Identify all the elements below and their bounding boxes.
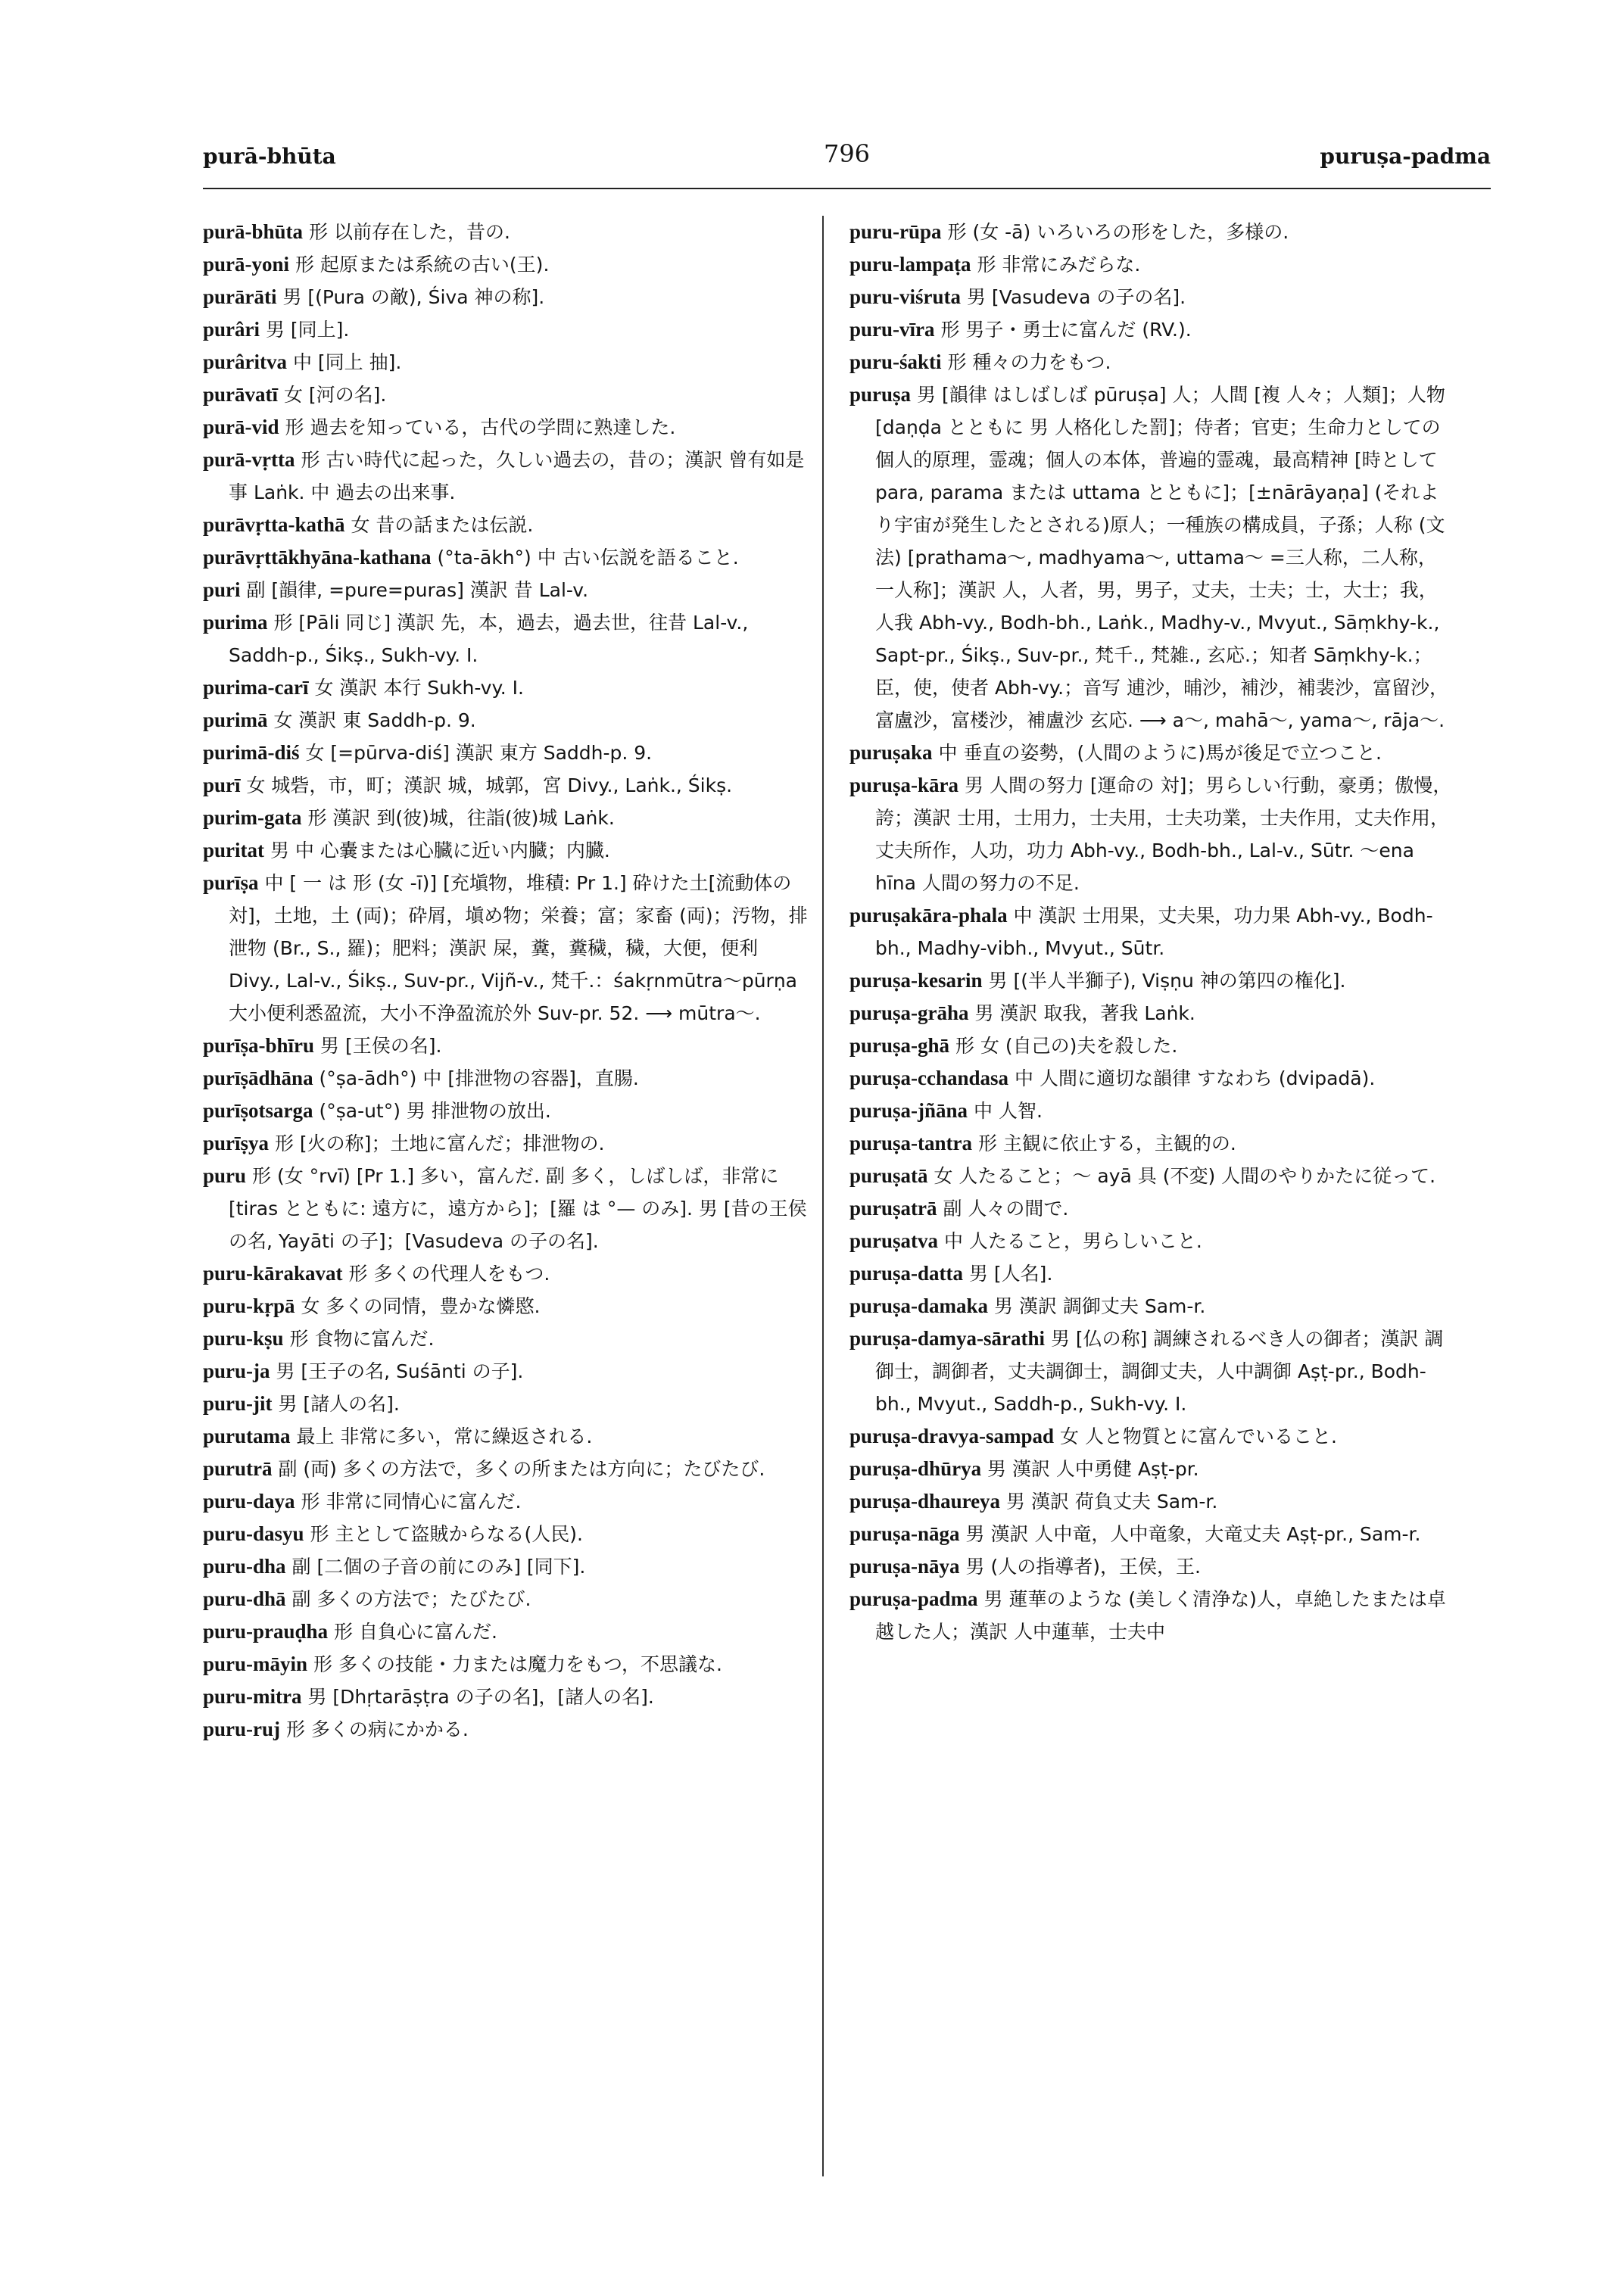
entry-definition: 中 垂直の姿勢，(人間のように)馬が後足で立つこと. xyxy=(938,742,1382,764)
entry-definition: 形 古い時代に起った，久しい過去の，昔の；漢訳 曾有如是事 Laṅk. 中 過去の出来事. xyxy=(229,449,805,503)
entry-definition: 副 [二個の子音の前にのみ] [同下]. xyxy=(291,1556,586,1578)
entry-headword: purīṣa-bhīru xyxy=(203,1034,315,1057)
entry-definition: 女 城砦，市，町；漢訳 城，城郭，宮 Divy., Laṅk., Śikṣ. xyxy=(246,774,733,796)
entry-headword: purīṣa xyxy=(203,871,259,894)
entry-definition: 男 [人名]. xyxy=(968,1263,1053,1285)
dictionary-entry xyxy=(203,411,809,444)
dictionary-entry xyxy=(849,1257,1455,1290)
dictionary-entry xyxy=(203,444,809,509)
entry-headword: puruṣa-kesarin xyxy=(849,969,983,992)
entry-headword: puru-kṛpā xyxy=(203,1294,295,1317)
dictionary-entry xyxy=(203,313,809,346)
entry-headword: purim-gata xyxy=(203,806,302,829)
entry-headword: puruṣakāra-phala xyxy=(849,904,1008,927)
dictionary-entry xyxy=(849,769,1455,899)
dictionary-entry xyxy=(203,606,809,671)
dictionary-entry xyxy=(203,541,809,574)
entry-definition: 形 多くの病にかかる. xyxy=(285,1718,469,1740)
entry-headword: puruṣa-dravya-sampad xyxy=(849,1425,1055,1447)
entry-definition: 女 [=pūrva-diś] 漢訳 東方 Saddh-p. 9. xyxy=(305,742,653,764)
entry-headword: puruṣa-dhaureya xyxy=(849,1490,1001,1513)
dictionary-entry xyxy=(849,1453,1455,1485)
entry-headword: puruṣa-cchandasa xyxy=(849,1067,1009,1089)
entry-definition: 女 漢訳 本行 Sukh-vy. I. xyxy=(314,677,524,699)
dictionary-entry xyxy=(849,1192,1455,1225)
entry-definition: 形 自負心に富んだ. xyxy=(334,1621,497,1643)
entry-definition: 形 漢訳 到(彼)城，往詣(彼)城 Laṅk. xyxy=(307,807,615,829)
entry-headword: puru-dha xyxy=(203,1555,286,1578)
dictionary-entry xyxy=(203,1648,809,1681)
entry-definition: 形 女 (自己の)夫を殺した. xyxy=(955,1035,1178,1057)
dictionary-entry xyxy=(849,1095,1455,1127)
dictionary-entry xyxy=(849,737,1455,769)
dictionary-entry xyxy=(849,1518,1455,1550)
dictionary-entry xyxy=(203,704,809,737)
entry-headword: puru-kṣu xyxy=(203,1327,284,1350)
dictionary-entry xyxy=(849,1062,1455,1095)
entry-definition: 男 [王子の名, Suśānti の子]. xyxy=(276,1360,524,1382)
entry-headword: puru-vīra xyxy=(849,318,935,341)
header-rule xyxy=(203,188,1491,189)
dictionary-entry xyxy=(203,802,809,834)
dictionary-entry xyxy=(849,1030,1455,1062)
entry-headword: puruṣa-grāha xyxy=(849,1002,969,1024)
entry-definition: 女 昔の話または伝説. xyxy=(351,514,534,536)
entry-headword: purimā xyxy=(203,709,268,731)
dictionary-entry xyxy=(849,997,1455,1030)
entry-headword: purāvatī xyxy=(203,383,279,406)
dictionary-entry xyxy=(203,1062,809,1095)
entry-definition: 最上 非常に多い，常に繰返される. xyxy=(296,1425,593,1447)
entry-headword: puru-prauḍha xyxy=(203,1620,329,1643)
entry-definition: 男 [仏の称] 調練されるべき人の御者；漢訳 調御士，調御者，丈夫調御士，調御丈夫，人中調御 Aṣṭ-pr., Bodh-bh., Mvyut., Saddh-p., Sukh-vy. I. xyxy=(875,1328,1444,1415)
entry-definition: 男 漢訳 荷負丈夫 Sam-r. xyxy=(1006,1491,1218,1513)
dictionary-entry xyxy=(203,1127,809,1160)
entry-headword: puruṣa-ghā xyxy=(849,1034,950,1057)
entry-headword: puruṣa-jñāna xyxy=(849,1099,968,1122)
entry-headword: puruṣa-tantra xyxy=(849,1132,973,1154)
dictionary-entry xyxy=(203,1388,809,1420)
entry-headword: puru-mitra xyxy=(203,1685,302,1708)
entry-headword: puruṣa-dhūrya xyxy=(849,1457,982,1480)
entry-definition: 男 (人の指導者)，王侯，王. xyxy=(965,1556,1201,1578)
dictionary-entry xyxy=(203,769,809,802)
dictionary-entry xyxy=(203,1583,809,1615)
entry-headword: puru xyxy=(203,1164,247,1187)
page-header xyxy=(203,139,1491,179)
entry-headword: puruṣa-datta xyxy=(849,1262,964,1285)
dictionary-entry xyxy=(203,379,809,411)
dictionary-entry xyxy=(203,1323,809,1355)
header-last-headword: puruṣa-padma xyxy=(1320,144,1491,169)
dictionary-entry xyxy=(203,509,809,541)
dictionary-entry xyxy=(849,248,1455,281)
entry-definition: 副 人々の間で. xyxy=(943,1198,1069,1220)
entry-definition: 女 多くの同情，豊かな憐愍. xyxy=(301,1295,541,1317)
entry-headword: puru-śakti xyxy=(849,350,942,373)
entry-headword: purâritva xyxy=(203,350,287,373)
entry-definition: 形 (女 -ā) いろいろの形をした，多様の. xyxy=(947,221,1289,243)
entry-definition: 男 蓮華のような (美しく清浄な)人，卓絶したまたは卓越した人；漢訳 人中蓮華，士夫中 xyxy=(875,1588,1446,1643)
dictionary-entry xyxy=(203,248,809,281)
dictionary-entry xyxy=(203,1257,809,1290)
entry-headword: purâri xyxy=(203,318,260,341)
entry-definition: 男 [Vasudeva の子の名]. xyxy=(966,286,1186,308)
header-first-headword: purā-bhūta xyxy=(203,144,336,169)
entry-definition: 男 [諸人の名]. xyxy=(278,1393,400,1415)
entry-definition: 形 非常に同情心に富んだ. xyxy=(301,1491,522,1513)
entry-definition: 男 [(Pura の敵), Śiva 神の称]. xyxy=(282,286,545,308)
entry-definition: 男 [王侯の名]. xyxy=(320,1035,442,1057)
dictionary-entry xyxy=(849,1160,1455,1192)
dictionary-entry xyxy=(849,1550,1455,1583)
entry-definition: 副 (両) 多くの方法で，多くの所または方向に；たびたび. xyxy=(278,1458,765,1480)
dictionary-entry xyxy=(849,216,1455,248)
entry-definition: 中 漢訳 士用果，丈夫果，功力果 Abh-vy., Bodh-bh., Madhy-vibh., Mvyut., Sūtr. xyxy=(875,905,1433,959)
entry-headword: puru-ruj xyxy=(203,1718,281,1740)
entry-definition: 中 人間に適切な韻律 すなわち (dvipadā). xyxy=(1015,1067,1376,1089)
entry-definition: 形 食物に富んだ. xyxy=(289,1328,435,1350)
entry-definition: 女 人と物質とに富んでいること. xyxy=(1060,1425,1337,1447)
dictionary-entry xyxy=(203,834,809,867)
entry-headword: puruṣa-nāya xyxy=(849,1555,960,1578)
entry-headword: puru-daya xyxy=(203,1490,295,1513)
entry-headword: purā-yoni xyxy=(203,253,290,276)
dictionary-entry xyxy=(849,964,1455,997)
dictionary-entry xyxy=(203,671,809,704)
entry-headword: purā-vid xyxy=(203,416,279,438)
dictionary-entry xyxy=(203,1453,809,1485)
entry-headword: puru-dhā xyxy=(203,1587,286,1610)
entry-definition: 男 漢訳 人中勇健 Aṣṭ-pr. xyxy=(987,1458,1199,1480)
entry-definition: 形 以前存在した，昔の. xyxy=(309,221,510,243)
entry-definition: 男 漢訳 取我，著我 Laṅk. xyxy=(974,1002,1195,1024)
dictionary-entry xyxy=(203,1615,809,1648)
entry-headword: puritat xyxy=(203,839,264,861)
entry-headword: puru-ja xyxy=(203,1360,270,1382)
entry-headword: purima xyxy=(203,611,268,634)
entry-definition: 男 [(半人半獅子), Viṣṇu 神の第四の権化]. xyxy=(988,970,1346,992)
entry-definition: 形 非常にみだらな. xyxy=(977,254,1141,276)
dictionary-entry xyxy=(203,1030,809,1062)
entry-headword: purāvṛttākhyāna-kathana xyxy=(203,546,432,569)
entry-headword: puruṣatva xyxy=(849,1229,939,1252)
dictionary-entry xyxy=(203,1420,809,1453)
entry-headword: puruṣatrā xyxy=(849,1197,937,1220)
entry-headword: purī xyxy=(203,774,241,796)
dictionary-entry xyxy=(203,1485,809,1518)
entry-definition: 男 中 心嚢または心臓に近い内臓；内臓. xyxy=(270,840,610,861)
entry-headword: purutama xyxy=(203,1425,291,1447)
entry-headword: puri xyxy=(203,578,241,601)
dictionary-entry xyxy=(203,1518,809,1550)
entry-headword: puru-dasyu xyxy=(203,1522,304,1545)
entry-definition: 形 起原または系統の古い(王). xyxy=(295,254,550,276)
dictionary-entry xyxy=(203,1160,809,1257)
entry-definition: 形 主として盗賊からなる(人民). xyxy=(310,1523,583,1545)
dictionary-entry xyxy=(849,1485,1455,1518)
dictionary-entry xyxy=(203,346,809,379)
entry-headword: purāvṛtta-kathā xyxy=(203,513,345,536)
dictionary-entry xyxy=(203,574,809,606)
dictionary-entry xyxy=(203,1290,809,1323)
entry-headword: puruṣa-damaka xyxy=(849,1294,989,1317)
entry-headword: puru-jit xyxy=(203,1392,273,1415)
entry-headword: puruṣatā xyxy=(849,1164,928,1187)
entry-definition: (°ṣa-ādh°) 中 [排泄物の容器]，直腸. xyxy=(319,1067,639,1089)
dictionary-entry xyxy=(849,313,1455,346)
entry-headword: puru-viśruta xyxy=(849,285,962,308)
entry-headword: purīṣādhāna xyxy=(203,1067,313,1089)
dictionary-entry xyxy=(849,1583,1455,1648)
entry-headword: puru-kārakavat xyxy=(203,1262,343,1285)
entry-definition: 男 漢訳 調御丈夫 Sam-r. xyxy=(994,1295,1206,1317)
entry-definition: 女 [河の名]. xyxy=(283,384,387,406)
entry-definition: 副 多くの方法で；たびたび. xyxy=(291,1588,531,1610)
dictionary-entry xyxy=(203,216,809,248)
entry-definition: 男 [韻律 はしばしば pūruṣa] 人；人間 [複 人々；人類]；人物 [daṇḍa とともに 男 人格化した罰]；侍者；官吏；生命力としての個人的原理，霊魂；個人の本体，普遍的霊魂，最高精神 [時として para, parama または uttama とともに]；[±nārāyaṇa] (それより宇宙が発生したとされる)原人；一種族の構成員，子孫；人称 (文法) [prathama～, madhyama～, uttama～ =三人称，二人称，一人称]；漢訳 人，人者，男，男子，丈夫，士夫；士，大士；我，人我 Abh-vy., Bodh-bh., Laṅk., Madhy-v., Mvyut., Sāṃkhy-k., Sapt-pr., Śikṣ., Suv-pr., 梵千., 梵雑., 玄応.；知者 Sāṃkhy-k.；臣，使，使者 Abh-vy.；音写 逋沙，晡沙，補沙，補裴沙，富留沙，富盧沙，富楼沙，補盧沙 玄応. ⟶ a～, mahā～, yama～, rāja～. xyxy=(875,384,1449,731)
dictionary-entry xyxy=(203,1713,809,1746)
dictionary-entry xyxy=(849,1420,1455,1453)
dictionary-entry xyxy=(203,737,809,769)
dictionary-entry xyxy=(203,281,809,313)
entry-definition: 中 [ 一 は 形 (女 -ī)] [充塡物，堆積: Pr 1.] 砕けた土[流動体の 対]，土地，土 (両)；砕屑，塡め物；栄養；富；家畜 (両)；汚物，排泄物 (Br., S., 羅)；肥料；漢訳 屎，糞，糞穢，穢，大便，便利 Divy., Lal-v., Śikṣ., Suv-pr., Vijñ-v., 梵千.：śakṛnmūtra～pūrṇa 大小便利悉盈流，大小不浄盈流於外 Suv-pr. 52. ⟶ mūtra～. xyxy=(229,872,808,1024)
right-column xyxy=(849,216,1455,1648)
left-column xyxy=(203,216,809,1746)
entry-definition: 男 漢訳 人中竜，人中竜象，大竜丈夫 Aṣṭ-pr., Sam-r. xyxy=(965,1523,1421,1545)
entry-headword: puru-rūpa xyxy=(849,220,942,243)
dictionary-entry xyxy=(203,1550,809,1583)
entry-definition: 形 男子・勇士に富んだ (RV.). xyxy=(940,319,1192,341)
dictionary-entry xyxy=(203,1681,809,1713)
dictionary-entry xyxy=(849,281,1455,313)
entry-headword: puruṣa-kāra xyxy=(849,774,959,796)
entry-headword: purā-vṛtta xyxy=(203,448,295,471)
entry-headword: purutrā xyxy=(203,1457,273,1480)
entry-definition: 中 人たること，男らしいこと. xyxy=(943,1230,1202,1252)
dictionary-entry xyxy=(849,346,1455,379)
entry-definition: 形 多くの技能・力または魔力をもつ，不思議な. xyxy=(313,1653,722,1675)
entry-definition: 形 (女 °rvī) [Pr 1.] 多い，富んだ. 副 多く，しばしば，非常に [tiras とともに: 遠方に，遠方から]；[羅 は °— のみ]. 男 [昔の王侯の名, Yayāti の子]；[Vasudeva の子の名]. xyxy=(229,1165,807,1252)
entry-definition: 男 [同上]. xyxy=(265,319,350,341)
entry-headword: puruṣa-padma xyxy=(849,1587,978,1610)
entry-definition: 形 種々の力をもつ. xyxy=(947,351,1111,373)
entry-headword: purima-carī xyxy=(203,676,309,699)
entry-definition: (°ṣa-ut°) 男 排泄物の放出. xyxy=(319,1100,551,1122)
column-divider xyxy=(822,216,824,2176)
entry-definition: 男 人間の努力 [運命の 対]；男らしい行動，豪勇；傲慢，誇；漢訳 士用，士用力，士夫用，士夫功業，士夫作用，丈夫作用，丈夫所作，人功，功力 Abh-vy., Bodh-bh., Lal-v., Sūtr. ～ena hīna 人間の努力の不足. xyxy=(875,774,1452,894)
dictionary-entry xyxy=(849,1127,1455,1160)
entry-headword: purimā-diś xyxy=(203,741,300,764)
entry-headword: purīṣotsarga xyxy=(203,1099,313,1122)
entry-headword: puru-lampaṭa xyxy=(849,253,971,276)
entry-definition: (°ta-ākh°) 中 古い伝説を語ること. xyxy=(437,547,739,569)
entry-headword: purārāti xyxy=(203,285,277,308)
dictionary-entry xyxy=(203,867,809,1030)
entry-definition: 形 多くの代理人をもつ. xyxy=(348,1263,550,1285)
dictionary-entry xyxy=(849,1225,1455,1257)
entry-definition: 副 [韻律, =pure=puras] 漢訳 昔 Lal-v. xyxy=(246,579,589,601)
entry-headword: puruṣaka xyxy=(849,741,933,764)
entry-definition: 形 主観に依止する，主観的の. xyxy=(977,1132,1236,1154)
entry-definition: 中 [同上 抽]. xyxy=(292,351,402,373)
entry-headword: puru-māyin xyxy=(203,1653,308,1675)
entry-definition: 中 人智. xyxy=(974,1100,1043,1122)
dictionary-entry xyxy=(849,1323,1455,1420)
entry-headword: puruṣa-damya-sārathi xyxy=(849,1327,1046,1350)
entry-definition: 女 人たること；～ ayā 具 (不変) 人間のやりかたに従って. xyxy=(934,1165,1436,1187)
dictionary-entry xyxy=(849,1290,1455,1323)
entry-definition: 男 [Dhṛtarāṣṭra の子の名]，[諸人の名]. xyxy=(307,1686,654,1708)
entry-definition: 形 [Pāli 同じ] 漢訳 先，本，過去，過去世，往昔 Lal-v., Saddh-p., Śikṣ., Sukh-vy. I. xyxy=(229,612,749,666)
entry-definition: 女 漢訳 東 Saddh-p. 9. xyxy=(273,709,476,731)
dictionary-entry xyxy=(849,379,1455,737)
entry-headword: puruṣa xyxy=(849,383,912,406)
entry-definition: 形 [火の称]；土地に富んだ；排泄物の. xyxy=(274,1132,605,1154)
entry-headword: purīṣya xyxy=(203,1132,270,1154)
dictionary-entry xyxy=(849,899,1455,964)
dictionary-entry xyxy=(203,1095,809,1127)
entry-definition: 形 過去を知っている，古代の学問に熟達した. xyxy=(285,416,676,438)
page-number: 796 xyxy=(823,139,871,168)
entry-headword: purā-bhūta xyxy=(203,220,304,243)
dictionary-entry xyxy=(203,1355,809,1388)
entry-headword: puruṣa-nāga xyxy=(849,1522,960,1545)
